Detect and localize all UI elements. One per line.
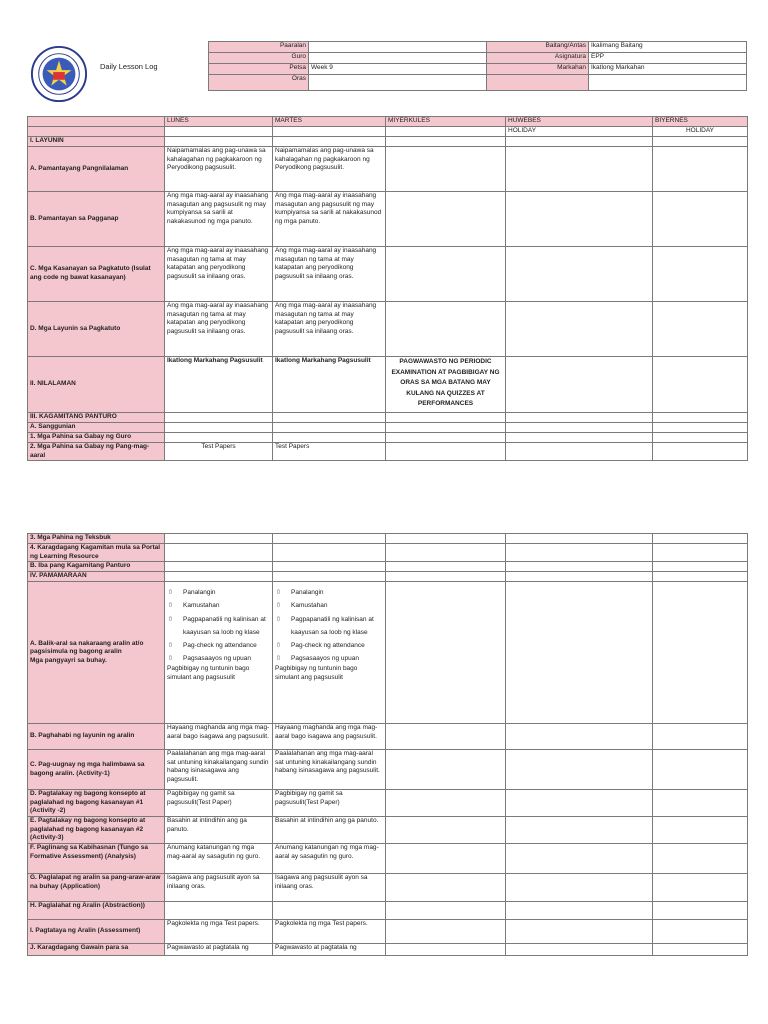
list-item: ▯ Panalangin (167, 586, 270, 599)
value-subject: EPP (589, 53, 747, 64)
section-layunin: I. LAYUNIN (28, 137, 165, 147)
label-grade: Baitang/Antas (487, 42, 589, 53)
tue-c: Ang mga mag-aaral ay inaasahang masagutan ng tama at may katapatan ang peryodikong pagsusulit sa inilaang oras. (273, 247, 386, 302)
tue-karagdagang-gawain: Pagwawasto at pagtatala ng (273, 944, 386, 956)
label-empty (487, 75, 589, 91)
row-paglalahat (28, 902, 748, 920)
label-paglalahat: H. Paglalahat ng Aralin (Abstraction)) (28, 902, 165, 920)
document-title: Daily Lesson Log (100, 62, 158, 71)
label-c: C. Mga Kasanayan sa Pagkatuto (Isulat ang code ng bawat kasanayan) (28, 247, 165, 302)
list-item: ▯ Pagsasaayos ng upuan (275, 652, 383, 665)
label-paglinang: F. Paglinang sa Kabihasnan (Tungo sa Formative Assessment) (Analysis) (28, 844, 165, 874)
label-gabay-mag-aaral: 2. Mga Pahina sa Gabay ng Pang-mag-aaral (28, 443, 165, 461)
mon-pagtalakay-2: Basahin at intindihin ang ga panuto. (165, 817, 273, 844)
label-gabay-guro: 1. Mga Pahina sa Gabay ng Guro (28, 433, 165, 443)
mon-pagtalakay-1: Pagbibigay ng gamit sa pagsusulit(Test Paper) (165, 790, 273, 817)
tue-paghahabi: Hayaang maghanda ang mga mag-aaral bago isagawa ang pagsusulit. (273, 724, 386, 750)
label-iba: B. Iba pang Kagamitang Panturo (28, 562, 165, 572)
row-kagamitan (28, 413, 748, 423)
list-item: ▯ Pagpapanatili ng kalinisan at kaayusan sa loob ng klase (167, 613, 270, 639)
mon-nilalaman: Ikatlong Markahang Pagsusulit (165, 357, 273, 413)
list-item: ▯ Kamustahan (167, 599, 270, 612)
tue-d: Ang mga mag-aaral ay inaasahang masagutan ng tama at may katapatan ang peryodikong pagsusulit sa inilaang oras. (273, 302, 386, 357)
tue-pag-uugnay: Paalalahanan ang mga mag-aaral sat untuning kinakailangang sundin habang isinasagawa ang pagsusulit. (273, 750, 386, 790)
label-kagamitan: III. KAGAMITANG PANTURO (28, 413, 165, 423)
label-date: Petsa (209, 64, 309, 75)
header-row-date (209, 64, 747, 75)
label-karagdagang-gawain: J. Karagdagang Gawain para sa (28, 944, 165, 956)
value-date: Week 9 (309, 64, 487, 75)
tue-routine-list (275, 586, 383, 665)
mon-pagtataya: Pagkolekta ng mga Test papers. (165, 920, 273, 944)
lesson-table-part2 (27, 533, 748, 956)
days-header-blank (28, 117, 165, 127)
value-school (309, 42, 487, 53)
label-pag-uugnay: C. Pag-uugnay ng mga halimbawa sa bagong aralin. (Activity-1) (28, 750, 165, 790)
value-teacher (309, 53, 487, 64)
row-iba-pang-kagamitan (28, 562, 748, 572)
value-empty (589, 75, 747, 91)
wed-nilalaman: PAGWAWASTO NG PERIODIC EXAMINATION AT PAGBIBIGAY NG ORAS SA MGA BATANG MAY KULANG NA QUIZZES AT PERFORMANCES (386, 357, 506, 413)
header-row-time (209, 75, 747, 91)
row-sanggunian (28, 423, 748, 433)
tue-gabay-mag-aaral: Test Papers (273, 443, 386, 461)
label-time: Oras (209, 75, 309, 91)
label-pagtalakay-1: D. Pagtalakay ng bagong konsepto at paglalahad ng bagong kasanayan #1 (Activity -2) (28, 790, 165, 817)
day-friday: BIYERNES (653, 117, 748, 127)
tue-a: Naipamamalas ang pag-unawa sa kahalagahan ng pagkakaroon ng Peryodikong pagsusulit. (273, 147, 386, 192)
day-tuesday: MARTES (273, 117, 386, 127)
label-school: Paaralan (209, 42, 309, 53)
mon-karagdagang-gawain: Pagwawasto at pagtatala ng (165, 944, 273, 956)
mon-paglinang: Anumang katanungan ng mga mag-aaral ay sasagutin ng guro. (165, 844, 273, 874)
days-header-row (28, 117, 748, 127)
label-paglalapat: G. Paglalapat ng aralin sa pang-araw-araw na buhay (Application) (28, 874, 165, 902)
label-subject: Asignatura (487, 53, 589, 64)
tue-paglalapat: Isagawa ang pagsusulit ayon sa inilaang oras. (273, 874, 386, 902)
mon-balik-aral-note: Pagbibigay ng tuntunin bago simulant ang pagsusulit (167, 665, 250, 681)
day-thursday: HUWEBES (506, 117, 653, 127)
row-nilalaman (28, 357, 748, 413)
row-gabay-mag-aaral (28, 443, 748, 461)
balik-aral-label-main: A. Balik-aral sa nakaraang aralin at/o pagsisimula ng bagong aralin (30, 639, 144, 656)
mon-b: Ang mga mag-aaral ay inaasahang masagutan ang pagsusulit ng may kumpiyansa sa sarili at nakakasunod ng mga panuto. (165, 192, 273, 247)
label-pagtalakay-2: E. Pagtalakay ng bagong konsepto at paglalahad ng bagong kasanayan #2 (Activity-3) (28, 817, 165, 844)
deped-seal-logo (30, 45, 88, 103)
header-info-table (208, 41, 747, 91)
row-pag-uugnay (28, 750, 748, 790)
row-pamamaraan (28, 572, 748, 582)
tue-pagtataya: Pagkolekta ng mga Test papers. (273, 920, 386, 944)
mon-gabay-mag-aaral: Test Papers (165, 443, 273, 461)
label-teacher: Guro (209, 53, 309, 64)
mon-balik-aral (165, 582, 273, 724)
row-pagtalakay-1 (28, 790, 748, 817)
value-grade: Ikalimang Baitang (589, 42, 747, 53)
tue-pagtalakay-1: Pagbibigay ng gamit sa pagsusulit(Test Paper) (273, 790, 386, 817)
label-a: A. Pamantayang Pangnilalaman (28, 147, 165, 192)
holiday-friday: HOLIDAY (653, 127, 748, 137)
row-pamantayang-pangnilalaman (28, 147, 748, 192)
list-item: ▯ Pagpapanatili ng kalinisan at kaayusan sa loob ng klase (275, 613, 383, 639)
row-pagtalakay-2 (28, 817, 748, 844)
day-wednesday: MIYERKULES (386, 117, 506, 127)
header-row-teacher (209, 53, 747, 64)
row-layunin-pagkatuto (28, 302, 748, 357)
layunin-row (28, 137, 748, 147)
row-gabay-guro (28, 433, 748, 443)
mon-a: Naipamamalas ang pag-unawa sa kahalagahan ng pagkakaroon ng Peryodikong pagsusulit. (165, 147, 273, 192)
tue-pagtalakay-2: Basahin at intindihin ang ga panuto. (273, 817, 386, 844)
label-pamamaraan: IV. PAMAMARAAN (28, 572, 165, 582)
balik-aral-label-sub: Mga pangyayri sa buhay. (30, 656, 107, 664)
mon-pag-uugnay: Paalalahanan ang mga mag-aaral sat untuning kinakailangang sundin habang isinasagawa ang pagsusulit. (165, 750, 273, 790)
label-balik-aral (28, 582, 165, 724)
list-item: ▯ Pag-check ng attendance (275, 639, 383, 652)
lesson-table-part1 (27, 116, 748, 461)
label-pagtataya: I. Pagtataya ng Aralin (Assessment) (28, 920, 165, 944)
label-paghahabi: B. Paghahabi ng layunin ng aralin (28, 724, 165, 750)
row-pagtataya (28, 920, 748, 944)
label-b: B. Pamantayan sa Pagganap (28, 192, 165, 247)
label-karagdagang: 4. Karagdagang Kagamitan mula sa Portal ng Learning Resource (28, 544, 165, 562)
label-sanggunian: A. Sanggunian (28, 423, 165, 433)
row-karagdagang-gawain (28, 944, 748, 956)
tue-paglinang: Anumang katanungan ng mga mag-aaral ay sasagutin ng guro. (273, 844, 386, 874)
row-pamantayan-pagganap (28, 192, 748, 247)
mon-routine-list (167, 586, 270, 665)
day-monday: LUNES (165, 117, 273, 127)
tue-balik-aral-note: Pagbibigay ng tuntunin bago simulant ang pagsusulit (275, 665, 358, 681)
row-paglinang (28, 844, 748, 874)
row-paglalapat (28, 874, 748, 902)
row-teksbuk (28, 534, 748, 544)
value-quarter: Ikatlong Markahan (589, 64, 747, 75)
list-item: ▯ Panalangin (275, 586, 383, 599)
row-kasanayan (28, 247, 748, 302)
label-d: D. Mga Layunin sa Pagkatuto (28, 302, 165, 357)
mon-d: Ang mga mag-aaral ay inaasahang masagutan ng tama at may katapatan ang peryodikong pagsusulit sa inilaang oras. (165, 302, 273, 357)
mon-paglalapat: Isagawa ang pagsusulit ayon sa inilaang oras. (165, 874, 273, 902)
value-time (309, 75, 487, 91)
list-item: ▯ Pag-check ng attendance (167, 639, 270, 652)
tue-balik-aral (273, 582, 386, 724)
label-quarter: Markahan (487, 64, 589, 75)
label-nilalaman: II. NILALAMAN (28, 357, 165, 413)
list-item: ▯ Kamustahan (275, 599, 383, 612)
label-teksbuk: 3. Mga Pahina ng Teksbuk (28, 534, 165, 544)
holiday-thursday: HOLIDAY (506, 127, 653, 137)
mon-c: Ang mga mag-aaral ay inaasahang masagutan ng tama at may katapatan ang peryodikong pagsusulit sa inilaang oras. (165, 247, 273, 302)
header-row-school (209, 42, 747, 53)
row-balik-aral (28, 582, 748, 724)
mon-paghahabi: Hayaang maghanda ang mga mag-aaral bago isagawa ang pagsusulit. (165, 724, 273, 750)
tue-b: Ang mga mag-aaral ay inaasahang masagutan ang pagsusulit ng may kumpiyansa sa sarili at nakakasunod ng mga panuto. (273, 192, 386, 247)
row-karagdagang-kagamitan (28, 544, 748, 562)
list-item: ▯ Pagsasaayos ng upuan (167, 652, 270, 665)
tue-nilalaman: Ikatlong Markahang Pagsusulit (273, 357, 386, 413)
holiday-row (28, 127, 748, 137)
row-paghahabi (28, 724, 748, 750)
